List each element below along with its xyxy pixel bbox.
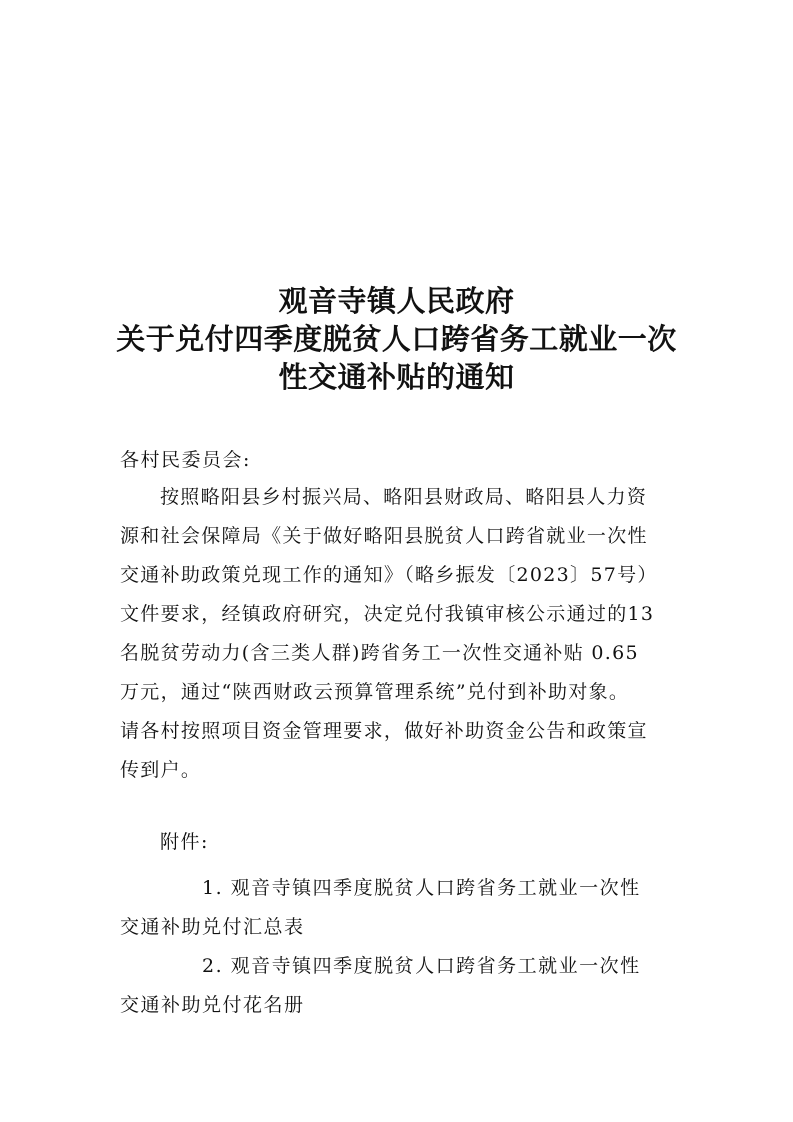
title-line-3: 性交通补贴的通知 (278, 360, 515, 394)
attachment-2-line-1: 2. 观音寺镇四季度脱贫人口跨省务工就业一次性 (202, 955, 641, 977)
body-line-4: 文件要求，经镇政府研究，决定兑付我镇审核公示通过的13 (120, 603, 655, 625)
attachment-1-line-2: 交通补助兑付汇总表 (120, 916, 305, 938)
attachment-2-line-2: 交通补助兑付花名册 (120, 994, 305, 1016)
document-title (110, 282, 683, 396)
body-line-6: 万元，通过“陕西财政云预算管理系统”兑付到补助对象。 (120, 681, 630, 703)
title-line-1: 观音寺镇人民政府 (278, 284, 515, 318)
body-line-2: 源和社会保障局《关于做好略阳县脱贫人口跨省就业一次性 (120, 525, 648, 547)
body-line-1: 按照略阳县乡村振兴局、略阳县财政局、略阳县人力资 (160, 486, 648, 508)
body-paragraph (120, 478, 680, 790)
title-line-2: 关于兑付四季度脱贫人口跨省务工就业一次 (116, 322, 677, 356)
body-line-7: 请各村按照项目资金管理要求，做好补助资金公告和政策宣 (120, 720, 648, 742)
body-line-3: 交通补助政策兑现工作的通知》（略乡振发〔2023〕57号） (120, 564, 658, 586)
body-line-8: 传到户。 (120, 759, 202, 781)
attachment-label: 附件: (160, 831, 209, 853)
body-line-5: 名脱贫劳动力(含三类人群)跨省务工一次性交通补贴 0.65 (120, 642, 639, 664)
attachment-1-line-1: 1. 观音寺镇四季度脱贫人口跨省务工就业一次性 (202, 877, 641, 899)
attachment-list (120, 869, 680, 1025)
salutation: 各村民委员会: (120, 449, 251, 471)
